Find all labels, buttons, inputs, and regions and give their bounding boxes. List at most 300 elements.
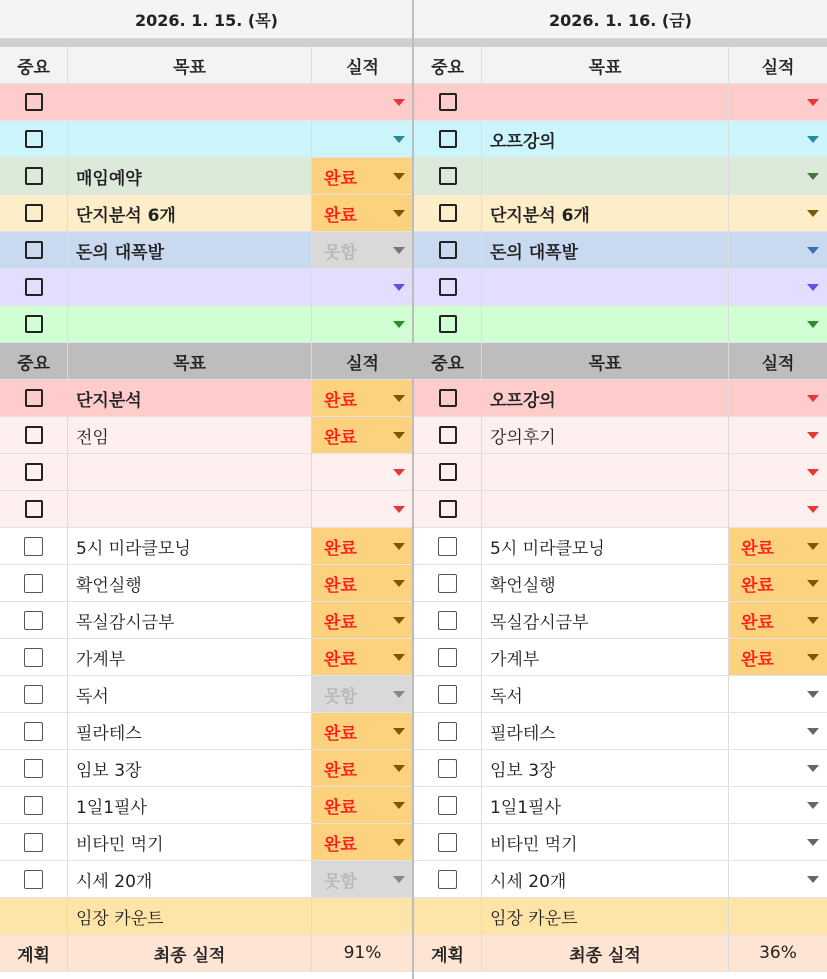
priority-cell: [414, 861, 482, 897]
goal-cell[interactable]: [482, 787, 729, 823]
chevron-down-icon[interactable]: [807, 136, 819, 143]
result-dropdown[interactable]: [729, 639, 827, 675]
result-dropdown[interactable]: [729, 491, 827, 527]
priority-checkbox[interactable]: [24, 870, 43, 889]
result-dropdown[interactable]: [312, 861, 413, 897]
result-dropdown[interactable]: [312, 232, 413, 268]
goal-cell[interactable]: [482, 824, 729, 860]
goal-cell[interactable]: [68, 454, 312, 490]
result-dropdown[interactable]: [729, 121, 827, 157]
goal-text: 필라테스: [490, 723, 556, 744]
goal-cell[interactable]: [68, 121, 312, 157]
bottom-goal-row: [0, 676, 413, 713]
total-row: [0, 935, 413, 972]
goal-text: 단지분석: [76, 390, 142, 411]
priority-cell: [414, 380, 482, 416]
count-value[interactable]: [312, 898, 413, 934]
goal-cell[interactable]: [482, 84, 729, 120]
priority-cell: [0, 602, 68, 638]
header-goal: 목표: [482, 47, 729, 83]
priority-checkbox[interactable]: [25, 130, 43, 148]
plan-label: 계획: [414, 935, 482, 971]
goal-cell[interactable]: [482, 676, 729, 712]
goal-text: 가계부: [490, 649, 540, 670]
chevron-down-icon[interactable]: [807, 765, 819, 772]
bottom-goal-row: [414, 787, 827, 824]
result-dropdown[interactable]: [312, 565, 413, 601]
chevron-down-icon[interactable]: [393, 506, 405, 513]
goal-cell[interactable]: [482, 713, 729, 749]
day-column-2: [414, 0, 827, 979]
goal-text: 비타민 먹기: [76, 834, 164, 855]
priority-checkbox[interactable]: [439, 463, 457, 481]
priority-checkbox[interactable]: [439, 389, 457, 407]
goal-text: 임보 3장: [76, 760, 142, 781]
header-separator: [0, 39, 413, 47]
priority-cell: [0, 491, 68, 527]
bottom-goal-row: [0, 787, 413, 824]
goal-cell[interactable]: [482, 121, 729, 157]
chevron-down-icon[interactable]: [807, 580, 819, 587]
bottom-goal-row: [414, 602, 827, 639]
priority-cell: [414, 121, 482, 157]
bottom-goal-row: [0, 528, 413, 565]
goal-text: 매임예약: [76, 168, 142, 189]
goal-cell[interactable]: [68, 824, 312, 860]
chevron-down-icon[interactable]: [393, 728, 405, 735]
chevron-down-icon[interactable]: [393, 876, 405, 883]
priority-checkbox[interactable]: [438, 611, 457, 630]
priority-checkbox[interactable]: [24, 685, 43, 704]
chevron-down-icon[interactable]: [393, 469, 405, 476]
result-status: 못함: [324, 871, 357, 892]
top-goal-row: [414, 121, 827, 158]
top-goal-row: [414, 232, 827, 269]
top-goal-row: [0, 269, 413, 306]
bottom-goal-row: [414, 565, 827, 602]
result-status: 완료: [324, 723, 357, 744]
goal-cell[interactable]: [68, 380, 312, 416]
priority-checkbox[interactable]: [24, 537, 43, 556]
priority-cell: [414, 491, 482, 527]
result-dropdown[interactable]: [312, 676, 413, 712]
priority-cell: [414, 750, 482, 786]
result-status: 완료: [324, 834, 357, 855]
goal-cell[interactable]: [482, 232, 729, 268]
priority-checkbox[interactable]: [439, 204, 457, 222]
result-dropdown[interactable]: [729, 750, 827, 786]
count-blank: [414, 898, 482, 934]
count-row: [414, 898, 827, 935]
result-dropdown[interactable]: [729, 824, 827, 860]
plan-label: 계획: [0, 935, 68, 971]
result-dropdown[interactable]: [312, 306, 413, 342]
priority-cell: [0, 121, 68, 157]
result-dropdown[interactable]: [312, 750, 413, 786]
column-header-row: [0, 47, 413, 84]
goal-cell[interactable]: [482, 195, 729, 231]
chevron-down-icon[interactable]: [393, 691, 405, 698]
priority-checkbox[interactable]: [439, 241, 457, 259]
result-status: 완료: [741, 612, 774, 633]
goal-cell[interactable]: [68, 861, 312, 897]
goal-cell[interactable]: [482, 454, 729, 490]
goal-text: 오프강의: [490, 131, 556, 152]
chevron-down-icon[interactable]: [807, 617, 819, 624]
final-result-label: 최종 실적: [68, 935, 312, 971]
chevron-down-icon[interactable]: [807, 247, 819, 254]
priority-cell: [414, 787, 482, 823]
result-dropdown[interactable]: [312, 121, 413, 157]
header-result: 실적: [346, 57, 379, 78]
priority-checkbox[interactable]: [25, 315, 43, 333]
result-status: 못함: [324, 686, 357, 707]
priority-checkbox[interactable]: [438, 796, 457, 815]
result-status: 완료: [324, 427, 357, 448]
bottom-goal-row: [414, 824, 827, 861]
goal-cell[interactable]: [482, 417, 729, 453]
bottom-goal-row: [0, 454, 413, 491]
priority-cell: [414, 602, 482, 638]
result-dropdown[interactable]: [312, 824, 413, 860]
bottom-goal-row: [414, 676, 827, 713]
priority-cell: [414, 158, 482, 194]
goal-cell[interactable]: [68, 84, 312, 120]
chevron-down-icon[interactable]: [807, 839, 819, 846]
header-priority: 중요: [0, 47, 68, 83]
goal-cell[interactable]: [482, 158, 729, 194]
priority-checkbox[interactable]: [24, 722, 43, 741]
goal-text: 오프강의: [490, 390, 556, 411]
bottom-goal-row: [414, 380, 827, 417]
goal-cell[interactable]: [482, 380, 729, 416]
priority-checkbox[interactable]: [24, 796, 43, 815]
count-blank: [0, 898, 68, 934]
chevron-down-icon[interactable]: [393, 839, 405, 846]
goal-cell[interactable]: [68, 269, 312, 305]
result-dropdown[interactable]: [312, 158, 413, 194]
goal-cell[interactable]: [482, 306, 729, 342]
result-status: 완료: [324, 538, 357, 559]
priority-cell: [0, 713, 68, 749]
result-dropdown[interactable]: [729, 417, 827, 453]
priority-checkbox[interactable]: [438, 685, 457, 704]
goal-cell[interactable]: [482, 861, 729, 897]
result-dropdown[interactable]: [312, 602, 413, 638]
priority-checkbox[interactable]: [24, 648, 43, 667]
result-dropdown[interactable]: [312, 380, 413, 416]
goal-cell[interactable]: [68, 565, 312, 601]
top-goal-row: [0, 232, 413, 269]
chevron-down-icon[interactable]: [807, 506, 819, 513]
priority-checkbox[interactable]: [439, 315, 457, 333]
chevron-down-icon[interactable]: [807, 469, 819, 476]
top-goal-row: [0, 121, 413, 158]
priority-checkbox[interactable]: [439, 167, 457, 185]
goal-cell[interactable]: [482, 269, 729, 305]
priority-checkbox[interactable]: [25, 389, 43, 407]
top-goal-row: [414, 306, 827, 343]
priority-checkbox[interactable]: [438, 722, 457, 741]
goal-cell[interactable]: [68, 676, 312, 712]
chevron-down-icon[interactable]: [393, 543, 405, 550]
bottom-goal-row: [414, 491, 827, 528]
goal-cell[interactable]: [68, 195, 312, 231]
result-dropdown[interactable]: [312, 417, 413, 453]
bottom-goal-row: [0, 565, 413, 602]
result-status: 완료: [741, 649, 774, 670]
bottom-goal-row: [0, 861, 413, 898]
priority-checkbox[interactable]: [25, 241, 43, 259]
column-header-row: [414, 47, 827, 84]
priority-cell: [414, 639, 482, 675]
date-header: 2026. 1. 15. (목): [0, 0, 413, 39]
result-dropdown[interactable]: [729, 676, 827, 712]
goal-cell[interactable]: [482, 639, 729, 675]
result-dropdown[interactable]: [729, 195, 827, 231]
result-dropdown[interactable]: [312, 269, 413, 305]
top-goal-row: [414, 84, 827, 121]
result-status: 완료: [324, 390, 357, 411]
chevron-down-icon[interactable]: [807, 321, 819, 328]
chevron-down-icon[interactable]: [807, 728, 819, 735]
result-dropdown[interactable]: [729, 454, 827, 490]
result-dropdown[interactable]: [312, 713, 413, 749]
goal-cell[interactable]: [482, 602, 729, 638]
result-dropdown[interactable]: [312, 195, 413, 231]
goal-cell[interactable]: [482, 565, 729, 601]
goal-text: 비타민 먹기: [490, 834, 578, 855]
priority-cell: [414, 195, 482, 231]
bottom-goal-row: [0, 491, 413, 528]
chevron-down-icon[interactable]: [393, 136, 405, 143]
priority-cell: [0, 528, 68, 564]
header-priority: 중요: [0, 343, 68, 379]
top-goal-row: [414, 269, 827, 306]
goal-cell[interactable]: [68, 787, 312, 823]
goal-cell[interactable]: [68, 232, 312, 268]
goal-text: 강의후기: [490, 427, 556, 448]
priority-checkbox[interactable]: [439, 93, 457, 111]
result-dropdown[interactable]: [729, 306, 827, 342]
chevron-down-icon[interactable]: [393, 580, 405, 587]
priority-cell: [0, 787, 68, 823]
goal-cell[interactable]: [482, 491, 729, 527]
chevron-down-icon[interactable]: [807, 543, 819, 550]
priority-checkbox[interactable]: [439, 426, 457, 444]
priority-checkbox[interactable]: [438, 833, 457, 852]
priority-checkbox[interactable]: [438, 759, 457, 778]
header-priority: 중요: [414, 343, 482, 379]
bottom-goal-row: [414, 713, 827, 750]
result-status: 완료: [324, 168, 357, 189]
priority-checkbox[interactable]: [25, 204, 43, 222]
goal-text: 독서: [490, 686, 523, 707]
chevron-down-icon[interactable]: [807, 395, 819, 402]
column-header-row: [414, 343, 827, 380]
goal-text: 1일1필사: [76, 797, 147, 818]
priority-checkbox[interactable]: [25, 426, 43, 444]
priority-checkbox[interactable]: [25, 278, 43, 296]
goal-cell[interactable]: [68, 713, 312, 749]
priority-cell: [0, 232, 68, 268]
priority-checkbox[interactable]: [24, 759, 43, 778]
top-goal-row: [0, 195, 413, 232]
header-goal: 목표: [482, 343, 729, 379]
top-goal-row: [414, 195, 827, 232]
priority-checkbox[interactable]: [438, 870, 457, 889]
goal-text: 필라테스: [76, 723, 142, 744]
goal-cell[interactable]: [68, 602, 312, 638]
chevron-down-icon[interactable]: [807, 876, 819, 883]
chevron-down-icon[interactable]: [807, 432, 819, 439]
priority-cell: [0, 195, 68, 231]
result-dropdown[interactable]: [312, 639, 413, 675]
priority-checkbox[interactable]: [438, 537, 457, 556]
header-result: 실적: [761, 57, 795, 78]
result-dropdown[interactable]: [729, 565, 827, 601]
result-status: 못함: [324, 242, 357, 263]
chevron-down-icon[interactable]: [807, 173, 819, 180]
priority-checkbox[interactable]: [24, 574, 43, 593]
goal-cell[interactable]: [482, 528, 729, 564]
priority-checkbox[interactable]: [25, 500, 43, 518]
result-dropdown[interactable]: [312, 454, 413, 490]
result-dropdown[interactable]: [729, 861, 827, 897]
final-result-value: 91%: [343, 943, 382, 963]
priority-checkbox[interactable]: [439, 130, 457, 148]
priority-checkbox[interactable]: [439, 278, 457, 296]
priority-cell: [414, 528, 482, 564]
goal-text: 시세 20개: [490, 871, 567, 892]
chevron-down-icon[interactable]: [393, 765, 405, 772]
chevron-down-icon[interactable]: [393, 432, 405, 439]
goal-text: 돈의 대폭발: [76, 242, 165, 263]
result-dropdown[interactable]: [729, 380, 827, 416]
priority-cell: [0, 417, 68, 453]
chevron-down-icon[interactable]: [807, 802, 819, 809]
count-value[interactable]: [729, 898, 827, 934]
priority-checkbox[interactable]: [24, 833, 43, 852]
chevron-down-icon[interactable]: [393, 321, 405, 328]
result-dropdown[interactable]: [312, 84, 413, 120]
goal-cell[interactable]: [68, 491, 312, 527]
chevron-down-icon[interactable]: [393, 395, 405, 402]
priority-checkbox[interactable]: [25, 167, 43, 185]
result-dropdown[interactable]: [312, 491, 413, 527]
result-status: 완료: [324, 575, 357, 596]
chevron-down-icon[interactable]: [393, 210, 405, 217]
header-separator: [414, 39, 827, 47]
priority-cell: [0, 306, 68, 342]
top-goal-row: [414, 158, 827, 195]
chevron-down-icon[interactable]: [807, 99, 819, 106]
header-priority: 중요: [414, 47, 482, 83]
count-label: 임장 카운트: [482, 898, 729, 934]
priority-checkbox[interactable]: [25, 463, 43, 481]
priority-cell: [0, 824, 68, 860]
priority-cell: [414, 269, 482, 305]
priority-checkbox[interactable]: [438, 574, 457, 593]
count-label: 임장 카운트: [68, 898, 312, 934]
result-dropdown[interactable]: [729, 158, 827, 194]
goal-cell[interactable]: [68, 417, 312, 453]
goal-text: 독서: [76, 686, 109, 707]
chevron-down-icon[interactable]: [393, 654, 405, 661]
result-dropdown[interactable]: [729, 528, 827, 564]
goal-cell[interactable]: [68, 528, 312, 564]
bottom-goal-row: [414, 639, 827, 676]
priority-cell: [414, 84, 482, 120]
priority-checkbox[interactable]: [439, 500, 457, 518]
goal-cell[interactable]: [68, 306, 312, 342]
priority-checkbox[interactable]: [25, 93, 43, 111]
chevron-down-icon[interactable]: [393, 173, 405, 180]
priority-cell: [0, 676, 68, 712]
date-header: 2026. 1. 16. (금): [414, 0, 827, 39]
goal-text: 돈의 대폭발: [490, 242, 579, 263]
top-goal-row: [0, 158, 413, 195]
chevron-down-icon[interactable]: [393, 99, 405, 106]
goal-text: 시세 20개: [76, 871, 153, 892]
chevron-down-icon[interactable]: [393, 284, 405, 291]
column-header-row: [0, 343, 413, 380]
result-dropdown[interactable]: [729, 713, 827, 749]
header-result: 실적: [346, 353, 379, 374]
chevron-down-icon[interactable]: [807, 654, 819, 661]
bottom-goal-row: [0, 417, 413, 454]
chevron-down-icon[interactable]: [393, 247, 405, 254]
goal-text: 목실감시금부: [490, 612, 589, 633]
chevron-down-icon[interactable]: [393, 617, 405, 624]
chevron-down-icon[interactable]: [807, 691, 819, 698]
result-dropdown[interactable]: [312, 528, 413, 564]
bottom-goal-row: [0, 713, 413, 750]
goal-cell[interactable]: [68, 158, 312, 194]
result-dropdown[interactable]: [729, 787, 827, 823]
priority-checkbox[interactable]: [24, 611, 43, 630]
priority-cell: [0, 565, 68, 601]
bottom-goal-row: [414, 454, 827, 491]
priority-cell: [414, 232, 482, 268]
chevron-down-icon[interactable]: [393, 802, 405, 809]
priority-cell: [0, 380, 68, 416]
bottom-goal-row: [414, 417, 827, 454]
result-dropdown[interactable]: [312, 787, 413, 823]
chevron-down-icon[interactable]: [807, 210, 819, 217]
bottom-goal-row: [0, 639, 413, 676]
goal-cell[interactable]: [68, 639, 312, 675]
goal-text: 단지분석 6개: [490, 205, 590, 226]
priority-cell: [0, 639, 68, 675]
final-result-value: 36%: [759, 943, 797, 963]
priority-cell: [414, 454, 482, 490]
result-dropdown[interactable]: [729, 602, 827, 638]
goal-text: 확언실행: [76, 575, 142, 596]
goal-cell[interactable]: [68, 750, 312, 786]
result-dropdown[interactable]: [729, 84, 827, 120]
bottom-goal-row: [0, 380, 413, 417]
goal-text: 임보 3장: [490, 760, 556, 781]
chevron-down-icon[interactable]: [807, 284, 819, 291]
result-dropdown[interactable]: [729, 269, 827, 305]
count-row: [0, 898, 413, 935]
result-status: 완료: [324, 797, 357, 818]
bottom-goal-row: [414, 861, 827, 898]
result-dropdown[interactable]: [729, 232, 827, 268]
priority-checkbox[interactable]: [438, 648, 457, 667]
goal-cell[interactable]: [482, 750, 729, 786]
